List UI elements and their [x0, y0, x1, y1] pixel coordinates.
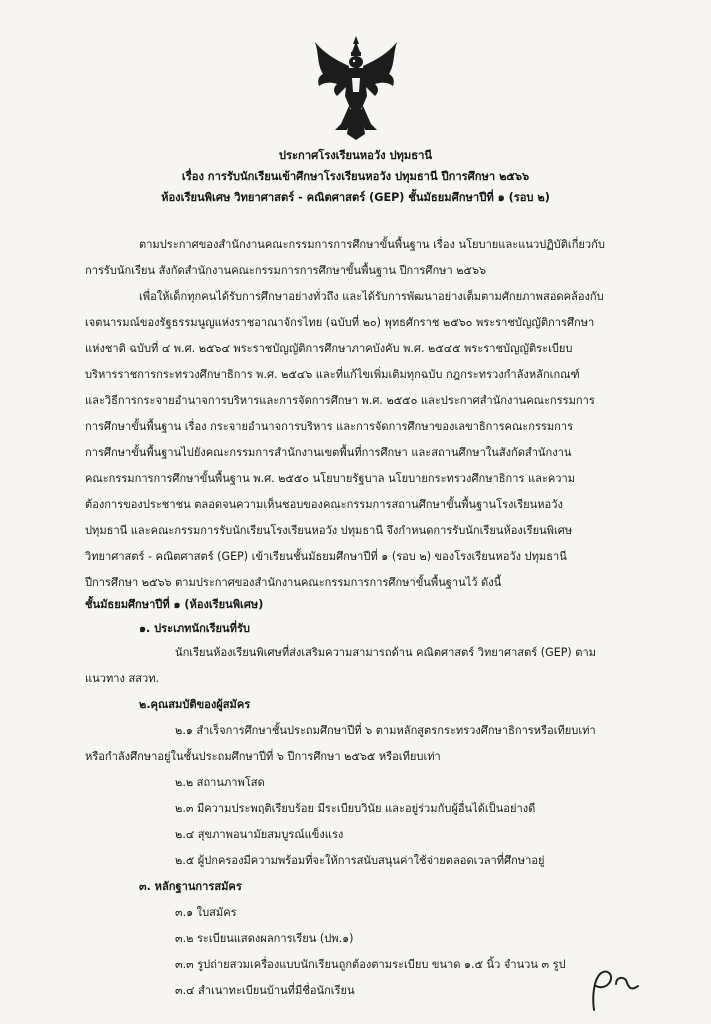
- document-subject: เรื่อง การรับนักเรียนเข้าศึกษาโรงเรียนหอวัง ปทุมธานี ปีการศึกษา ๒๕๖๖: [181, 170, 530, 183]
- body-line: ๒.๒ สถานภาพโสด: [175, 776, 265, 789]
- body-line: คณะกรรมการการศึกษาขั้นพื้นฐาน พ.ศ. ๒๕๕๐ นโยบายรัฐบาล นโยบายกระทรวงศึกษาธิการ และความ: [85, 472, 576, 485]
- body-line: วิทยาศาสตร์ - คณิตศาสตร์ (GEP) เข้าเรียนชั้นมัธยมศึกษาปีที่ ๑ (รอบ ๒) ของโรงเรียนหอวัง ปทุมธานี: [85, 550, 567, 563]
- body-line: แนวทาง สสวท.: [85, 672, 160, 685]
- body-line: ๒.๑ สำเร็จการศึกษาชั้นประถมศึกษาปีที่ ๖ ตามหลักสูตรกระทรวงศึกษาธิการหรือเทียบเท่า: [175, 724, 596, 737]
- garuda-emblem-icon: [313, 34, 399, 142]
- document-program: ห้องเรียนพิเศษ วิทยาศาสตร์ - คณิตศาสตร์ (GEP) ชั้นมัธยมศึกษาปีที่ ๑ (รอบ ๒): [161, 191, 550, 204]
- body-line: ตามประกาศของสำนักงานคณะกรรมการการศึกษาขั้นพื้นฐาน เรื่อง นโยบายและแนวปฏิบัติเกี่ยวกับ: [139, 238, 605, 251]
- body-line: เจตนารมณ์ของรัฐธรรมนูญแห่งราชอาณาจักรไทย (ฉบับที่ ๒๐) พุทธศักราช ๒๕๖๐ พระราชบัญญัติการศึกษา: [85, 316, 595, 329]
- body-line: ๒.๔ สุขภาพอนามัยสมบูรณ์แข็งแรง: [175, 828, 344, 841]
- body-line: ๓.๓ รูปถ่ายสวมเครื่องแบบนักเรียนถูกต้องตามระเบียบ ขนาด ๑.๕ นิ้ว จำนวน ๓ รูป: [175, 958, 566, 971]
- handwritten-signature-icon: [586, 966, 646, 1014]
- body-line: การศึกษาขั้นพื้นฐาน เรื่อง กระจายอำนาจการบริหาร และการจัดการศึกษาของเลขาธิการคณะกรรมการ: [85, 420, 574, 433]
- body-line: ๓.๑ ใบสมัคร: [175, 906, 237, 919]
- body-line: ๒.๕ ผู้ปกครองมีความพร้อมที่จะให้การสนับสนุนค่าใช้จ่ายตลอดเวลาที่ศึกษาอยู่: [175, 854, 545, 867]
- section-heading: ๒.คุณสมบัติของผู้สมัคร: [139, 698, 251, 711]
- body-line: ปทุมธานี และคณะกรรมการรับนักเรียนโรงเรียนหอวัง ปทุมธานี จึงกำหนดการรับนักเรียนห้องเรียนพิเศษ: [85, 524, 573, 537]
- body-line: การรับนักเรียน สังกัดสำนักงานคณะกรรมการการศึกษาขั้นพื้นฐาน ปีการศึกษา ๒๕๖๖: [85, 264, 487, 277]
- body-line: นักเรียนห้องเรียนพิเศษที่ส่งเสริมความสามารถด้าน คณิตศาสตร์ วิทยาศาสตร์ (GEP) ตาม: [175, 646, 596, 659]
- body-line: แห่งชาติ ฉบับที่ ๔ พ.ศ. ๒๕๖๔ พระราชบัญญัติการศึกษาภาคบังคับ พ.ศ. ๒๕๔๕ พระราชบัญญัติระเบียบ: [85, 342, 573, 355]
- document-title: ประกาศโรงเรียนหอวัง ปทุมธานี: [278, 149, 433, 162]
- body-line: ๓.๒ ระเบียนแสดงผลการเรียน (ปพ.๑): [175, 932, 354, 945]
- body-line: ๒.๓ มีความประพฤติเรียบร้อย มีระเบียบวินัย และอยู่ร่วมกับผู้อื่นได้เป็นอย่างดี: [175, 802, 536, 815]
- section-heading: ๑. ประเภทนักเรียนที่รับ: [139, 622, 250, 635]
- body-line: ๓.๔ สำเนาทะเบียนบ้านที่มีชื่อนักเรียน: [175, 984, 355, 997]
- body-line: หรือกำลังศึกษาอยู่ในชั้นประถมศึกษาปีที่ ๖ ปีการศึกษา ๒๕๖๕ หรือเทียบเท่า: [85, 750, 441, 763]
- body-line: บริหารราชการกระทรวงศึกษาธิการ พ.ศ. ๒๕๔๖ และที่แก้ไขเพิ่มเติมทุกฉบับ กฎกระทรวงกำลังหลักเกณฑ์: [85, 368, 580, 381]
- section-heading: ๓. หลักฐานการสมัคร: [139, 880, 242, 893]
- body-line: การศึกษาขั้นพื้นฐานไปยังคณะกรรมการสำนักงานเขตพื้นที่การศึกษา และสถานศึกษาในสังกัดสำนักงาน: [85, 446, 572, 459]
- body-line: และวิธีการกระจายอำนาจการบริหารและการจัดการศึกษา พ.ศ. ๒๕๕๐ และประกาศสำนักงานคณะกรรมการ: [85, 394, 595, 407]
- section-heading: ชั้นมัธยมศึกษาปีที่ ๑ (ห้องเรียนพิเศษ): [85, 598, 264, 611]
- body-line: เพื่อให้เด็กทุกคนได้รับการศึกษาอย่างทั่วถึง และได้รับการพัฒนาอย่างเต็มตามศักยภาพสอดคล้องกับ: [139, 290, 604, 303]
- body-line: ต้องการของประชาชน ตลอดจนความเห็นชอบของคณะกรรมการสถานศึกษาขั้นพื้นฐานโรงเรียนหอวัง: [85, 498, 563, 511]
- body-line: ปีการศึกษา ๒๕๖๖ ตามประกาศของสำนักงานคณะกรรมการการศึกษาขั้นพื้นฐานไว้ ดังนี้: [85, 576, 502, 589]
